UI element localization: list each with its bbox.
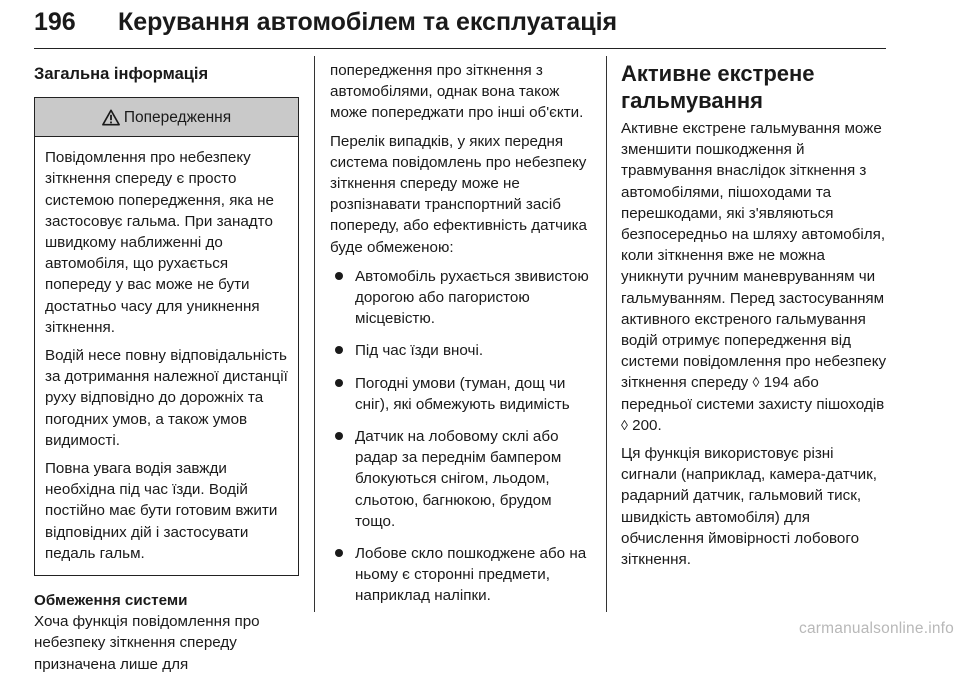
section-title: Активне екстрене гальмування (621, 61, 815, 113)
warning-header (35, 98, 298, 137)
limits-text: Хоча функція повідомлення про небезпеку зіткнення спереду призначена лише для (34, 613, 260, 673)
column-divider (314, 56, 315, 612)
page-number: 196 (34, 8, 76, 36)
warning-body (35, 137, 298, 575)
body-paragraph: Активне екстрене гальмування може зменшити пошкодження й травмування внаслідок зіткнення з автомобілями, пішоходами та перешкодами, які з'являються безпосередньо на шляху автомобіля, коли зіткнення вже не можна уникнути ручним маневруванням чи гальмуванням. Перед застосуванням активного екстреного гальмування водій отримує попередження від системи повідомлення про небезпеку зіткнення спереду ◊ 194 або передньої системи захисту пішоходів ◊ 200. (621, 120, 887, 434)
list-item: Під час їзди вночі. (330, 340, 592, 361)
column-divider (606, 56, 607, 612)
continuation-text: попередження про зіткнення з автомобілями, однак вона також може попереджати про інші об'єкти. (330, 62, 584, 122)
warning-title: Попередження (123, 108, 232, 126)
list-item: Погодні умови (туман, дощ чи сніг), які обмежують видимість (330, 373, 592, 415)
column-1 (34, 56, 299, 675)
column-3 (621, 60, 889, 577)
warning-paragraph: Повна увага водія завжди необхідна під час їзди. Водій постійно має бути готовим вжити відповідних дій і застосувати педаль гальм. (45, 460, 278, 562)
warning-paragraph: Водій несе повну відповідальність за дотримання належної дистанції руху відповідно до дорожніх та погодних умов, а також умов видимості. (45, 347, 288, 449)
page-reference-icon[interactable]: ◊ (621, 416, 628, 433)
warning-paragraph: Повідомлення про небезпеку зіткнення спереду є просто системою попередження, яка не застосовує гальма. При занадто швидкому наближенні до автомобіля, що рухається попереду у вас може не бути достатньо часу для уникнення зіткнення. (45, 149, 274, 336)
page-header (34, 6, 886, 49)
intro-text: Перелік випадків, у яких передня система повідомлень про небезпеку зіткнення спереду може не розпізнавати транспортний засіб попереду, або ефективність датчика буде обмеженою: (330, 132, 587, 256)
bullet-icon (335, 432, 343, 440)
section-title: Загальна інформація (34, 65, 209, 83)
bullet-icon (335, 379, 343, 387)
limits-heading: Обмеження системи (34, 592, 188, 610)
list-item: Автомобіль рухається звивистою дорогою або пагористою місцевістю. (330, 266, 592, 330)
bullet-icon (335, 272, 343, 280)
bullet-icon (335, 346, 343, 354)
chapter-title: Керування автомобілем та експлуатація (118, 8, 618, 36)
body-paragraph: Ця функція використовує різні сигнали (наприклад, камера-датчик, радарний датчик, гальмовий тиск, швидкість автомобіля) для обчислення ймовірності лобового зіткнення. (621, 445, 877, 569)
warning-triangle-icon (102, 109, 120, 126)
bullet-list (330, 266, 592, 607)
column-2 (330, 60, 592, 618)
list-item: Лобове скло пошкоджене або на ньому є сторонні предмети, наприклад наліпки. (330, 543, 592, 607)
watermark: carmanualsonline.info (799, 620, 954, 637)
page-reference-icon[interactable]: ◊ (752, 374, 760, 391)
bullet-icon (335, 549, 343, 557)
list-item: Датчик на лобовому склі або радар за переднім бампером блокуються снігом, льодом, сльотою, багнюкою, брудом тощо. (330, 426, 592, 532)
warning-box (34, 97, 299, 576)
